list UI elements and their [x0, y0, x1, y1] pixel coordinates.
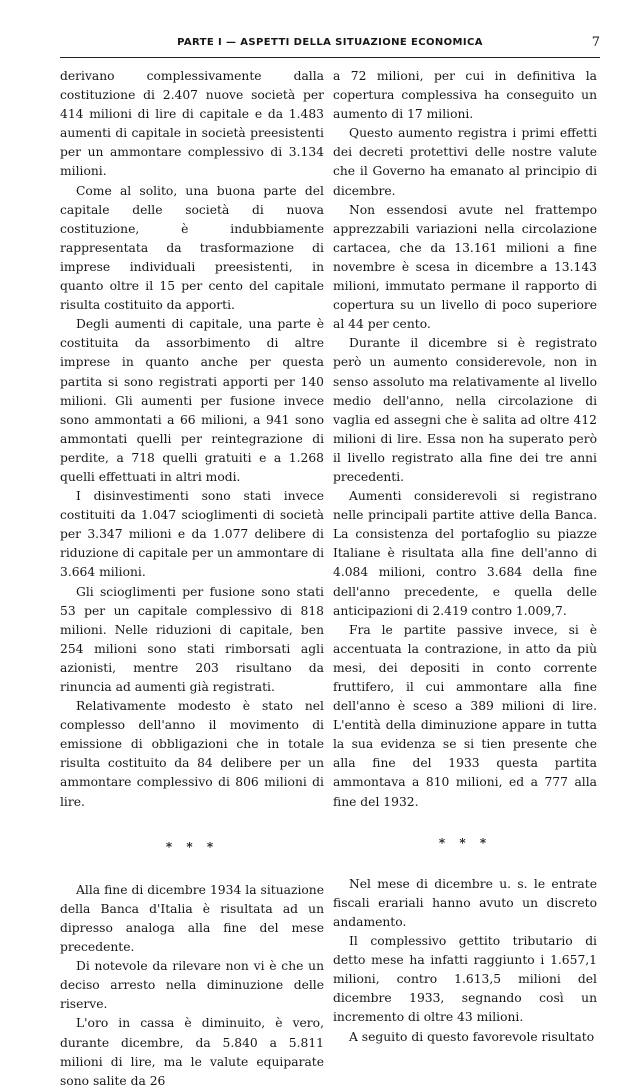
running-header [60, 37, 600, 57]
paragraph: derivano complessivamente dalla costituzione di 2.407 nuove società per 414 milioni di lire di capitale e da 1.483 aumenti di capitale in società preesistenti per un ammontare complessivo di 3.134 milioni. [60, 69, 324, 179]
section-separator: * * * [165, 839, 219, 854]
paragraph: Degli aumenti di capitale, una parte è costituita da assorbimento di altre imprese in quanto anche per questa partita si sono registrati apporti per 140 milioni. Gli aumenti per fusione invece sono ammontati a 66 milioni, a 941 sono ammontati quelli per reintegrazione di perdite, a 718 quelli gratuiti e a 1.268 quelli effettuati in altri modi. [60, 317, 324, 484]
paragraph: Relativamente modesto è stato nel complesso dell'anno il movimento di emissione di obbligazioni che in totale risulta costituito da 84 delibere per un ammontare complessivo di 806 milioni di lire. [60, 699, 324, 809]
left-column [60, 67, 324, 1091]
paragraph: a 72 milioni, per cui in definitiva la copertura complessiva ha conseguito un aumento di 17 milioni. [333, 69, 597, 122]
paragraph: Nel mese di dicembre u. s. le entrate fiscali erariali hanno avuto un discreto andamento. [333, 876, 597, 929]
paragraph: A seguito di questo favorevole risultato [349, 1029, 595, 1044]
running-title: PARTE I — ASPETTI DELLA SITUAZIONE ECONOMICA [177, 37, 483, 48]
paragraph: Gli scioglimenti per fusione sono stati 53 per un capitale complessivo di 818 milioni. Nelle riduzioni di capitale, ben 254 milioni sono stati rimborsati agli azionisti, mentre 203 risultano da rinuncia ad aumenti già registrati. [60, 584, 324, 694]
header-rule [60, 57, 600, 58]
paragraph: Durante il dicembre si è registrato però un aumento considerevole, non in senso assoluto ma relativamente al livello medio dell'anno, nella circolazione di vaglia ed assegni che è salita ad oltre 412 milioni di lire. Essa non ha superato però il livello registrato alla fine dei tre anni precedenti. [333, 336, 597, 484]
paragraph: Come al solito, una buona parte del capitale delle società di nuova costituzione, è indubbiamente rappresentata da trasformazione di imprese individuali preesistenti, in quanto oltre il 15 per cento del capitale risulta costituito da apporti. [60, 183, 324, 313]
paragraph: I disinvestimenti sono stati invece costituiti da 1.047 scioglimenti di società per 3.347 milioni e da 1.077 delibere di riduzione di capitale per un ammontare di 3.664 milioni. [60, 489, 324, 580]
paragraph: Il complessivo gettito tributario di detto mese ha infatti raggiunto i 1.657,1 milioni, contro 1.613,5 milioni del dicembre 1933, segnando così un incremento di oltre 43 milioni. [333, 934, 597, 1025]
page-number: 7 [591, 35, 600, 50]
paragraph: Aumenti considerevoli si registrano nelle principali partite attive della Banca. La consistenza del portafoglio su piazze Italiane è risultata alla fine dell'anno di 4.084 milioni, contro 3.684 della fine dell'anno precedente, e quella delle anticipazioni di 2.419 contro 1.009,7. [333, 489, 597, 618]
section-separator: * * * [438, 835, 492, 850]
paragraph: Di notevole da rilevare non vi è che un deciso arresto nella diminuzione delle riserve. [60, 959, 324, 1012]
paragraph: Questo aumento registra i primi effetti dei decreti protettivi delle nostre valute che il Governo ha emanato al principio di dicembre. [333, 126, 597, 198]
paragraph: Fra le partite passive invece, si è accentuata la contrazione, in atto da più mesi, dei depositi in conto corrente fruttifero, il cui ammontare alla fine dell'anno è sceso a 389 milioni di lire. L'entità della diminuzione appare in tutta la sua evidenza se si tien presente che alla fine del 1933 questa partita ammontava a 810 milioni, ed a 777 alla fine del 1932. [333, 622, 597, 809]
paragraph: Alla fine di dicembre 1934 la situazione della Banca d'Italia è risultata ad un dipresso analoga alla fine del mese precedente. [60, 882, 324, 955]
paragraph: L'oro in cassa è diminuito, è vero, durante dicembre, da 5.840 a 5.811 milioni di lire, ma le valute equiparate sono salite da 26 [60, 1016, 324, 1088]
paragraph: Non essendosi avute nel frattempo apprezzabili variazioni nella circolazione cartacea, che da 13.161 milioni a fine novembre è scesa in dicembre a 13.143 milioni, immutato permane il rapporto di copertura su un livello di poco superiore al 44 per cento. [333, 202, 597, 332]
